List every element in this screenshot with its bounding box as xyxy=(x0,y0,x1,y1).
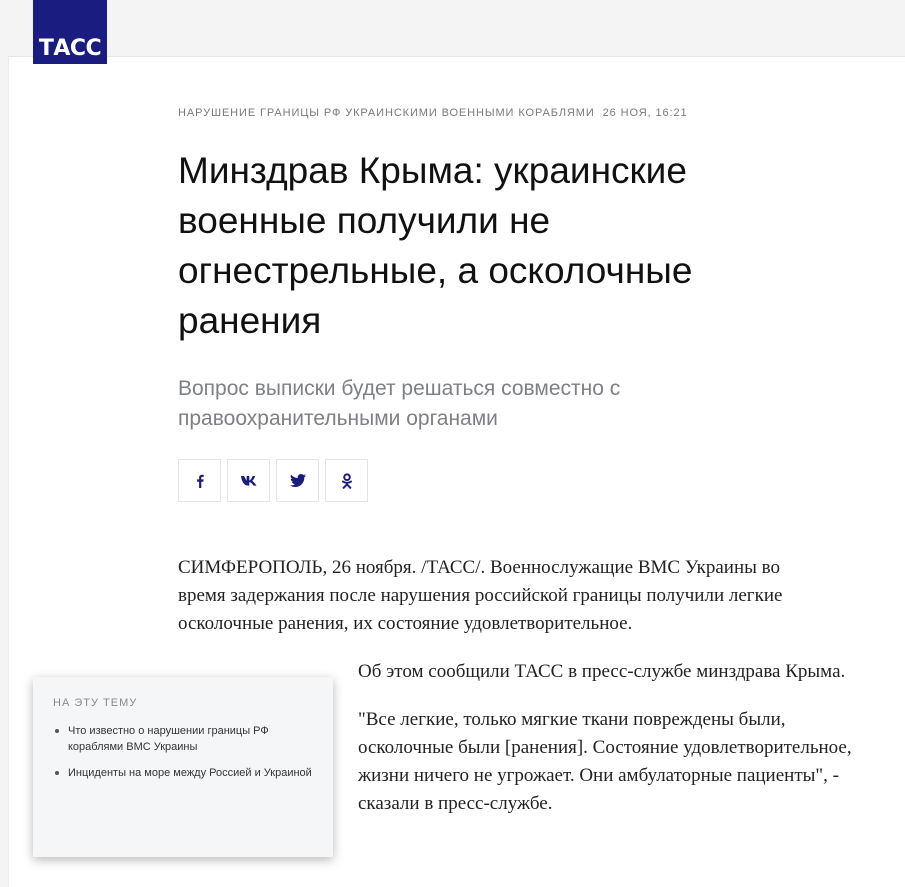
share-facebook-button[interactable] xyxy=(178,459,221,502)
share-vk-button[interactable] xyxy=(227,459,270,502)
article-subtitle: Вопрос выписки будет решаться совместно с правоохранительными органами xyxy=(178,377,621,430)
share-twitter-button[interactable] xyxy=(276,459,319,502)
vk-icon xyxy=(240,475,258,486)
facebook-icon xyxy=(195,474,205,488)
related-list xyxy=(53,723,313,781)
tass-logo[interactable] xyxy=(33,0,107,64)
article-body xyxy=(358,658,858,838)
rubric-link[interactable]: НАРУШЕНИЕ ГРАНИЦЫ РФ УКРАИНСКИМИ ВОЕННЫМИ КОРАБЛЯМИ xyxy=(178,107,595,119)
article-lead: СИМФЕРОПОЛЬ, 26 ноября. /ТАСС/. Военнослужащие ВМС Украины во время задержания после нарушения российской границы получили легкие осколочные ранения, их состояние удовлетворительное. xyxy=(178,557,783,634)
article-date: 26 НОЯ, 16:21 xyxy=(602,107,688,119)
article-meta xyxy=(178,107,688,119)
article-paragraph: Об этом сообщили ТАСС в пресс-службе минздрава Крыма. xyxy=(358,661,846,682)
related-title: НА ЭТУ ТЕМУ xyxy=(53,697,138,709)
article-paragraph: "Все легкие, только мягкие ткани повреждены были, осколочные были [ранения]. Состояние удовлетворительное, жизни ничего не угрожает. Они амбулаторные пациенты", - сказали в пресс-службе. xyxy=(358,709,852,814)
logo-text: ТАСС xyxy=(38,36,102,61)
twitter-icon xyxy=(290,474,306,487)
share-odnoklassniki-button[interactable] xyxy=(325,459,368,502)
odnoklassniki-icon xyxy=(341,473,353,489)
related-box xyxy=(33,677,333,857)
article-title: Минздрав Крыма: украинские военные получили не огнестрельные, а осколочные ранения xyxy=(178,150,693,341)
share-buttons xyxy=(178,459,368,502)
related-link[interactable]: Что известно о нарушении границы РФ кораблями ВМС Украины xyxy=(53,723,313,755)
related-link[interactable]: Инциденты на море между Россией и Украиной xyxy=(53,765,313,781)
